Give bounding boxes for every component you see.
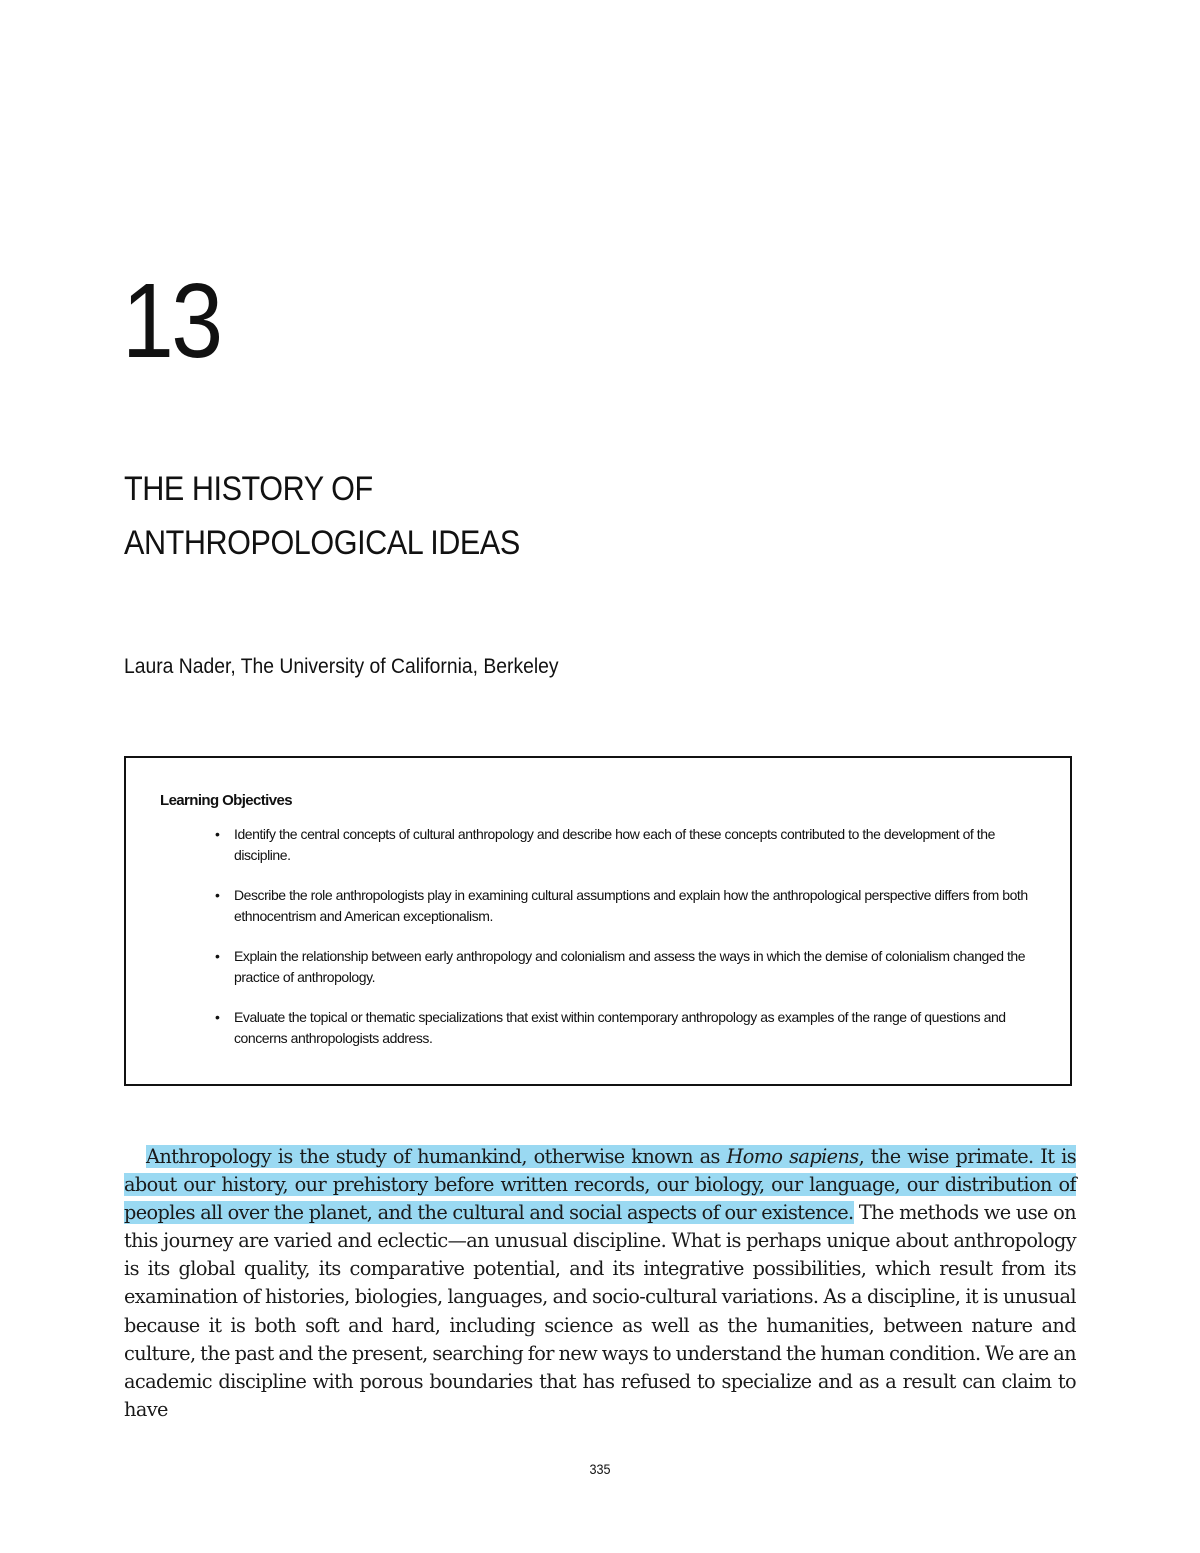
bullet-icon: • xyxy=(215,1009,220,1025)
objective-item xyxy=(215,824,1044,866)
objective-text: Evaluate the topical or thematic specializations that exist within contemporary anthropology as examples of the range of questions and concerns anthropologists address. xyxy=(234,1009,1006,1046)
highlight-text-part-2: , the wise primate. It is about our history, our prehistory before written records, our biology, our language, our distribution of peoples all over the planet, and the cultural and social aspects of our existence. xyxy=(124,1145,1076,1225)
body-paragraph xyxy=(124,1143,1076,1424)
body-text-rest: The methods we use on this journey are varied and eclectic—an unusual discipline. What is perhaps unique about anthropology is its global quality, its comparative potential, and its integrative possibilities, which result from its examination of histories, biologies, languages, and socio-cultural variations. As a discipline, it is unusual because it is both soft and hard, including science as well as the humanities, between nature and culture, the past and the present, searching for new ways to understand the human condition. We are an academic discipline with porous boundaries that has refused to specialize and as a result can claim to have xyxy=(124,1201,1076,1421)
chapter-title-line-2: ANTHROPOLOGICAL IDEAS xyxy=(124,524,520,562)
bullet-icon: • xyxy=(215,948,220,964)
learning-objectives-box xyxy=(124,756,1072,1086)
author-line: Laura Nader, The University of California, Berkeley xyxy=(124,655,559,678)
highlight-text-part-1: Anthropology is the study of humankind, otherwise known as xyxy=(146,1145,727,1168)
bullet-icon: • xyxy=(215,887,220,903)
learning-objectives-list xyxy=(215,824,1044,1068)
learning-objectives-heading: Learning Objectives xyxy=(160,792,292,809)
objective-item xyxy=(215,885,1044,927)
objective-item xyxy=(215,1007,1044,1049)
bullet-icon: • xyxy=(215,826,220,842)
italic-term: Homo sapiens xyxy=(726,1145,859,1168)
objective-item xyxy=(215,946,1044,988)
chapter-title-line-1: THE HISTORY OF xyxy=(124,470,373,508)
objective-text: Identify the central concepts of cultural anthropology and describe how each of these concepts contributed to the development of the discipline. xyxy=(234,826,995,863)
page-number: 335 xyxy=(589,1461,611,1477)
chapter-number: 13 xyxy=(122,262,221,380)
objective-text: Describe the role anthropologists play in examining cultural assumptions and explain how the anthropological perspective differs from both ethnocentrism and American exceptionalism. xyxy=(234,887,1028,924)
chapter-title xyxy=(124,462,520,570)
objective-text: Explain the relationship between early anthropology and colonialism and assess the ways in which the demise of colonialism changed the practice of anthropology. xyxy=(234,948,1026,985)
